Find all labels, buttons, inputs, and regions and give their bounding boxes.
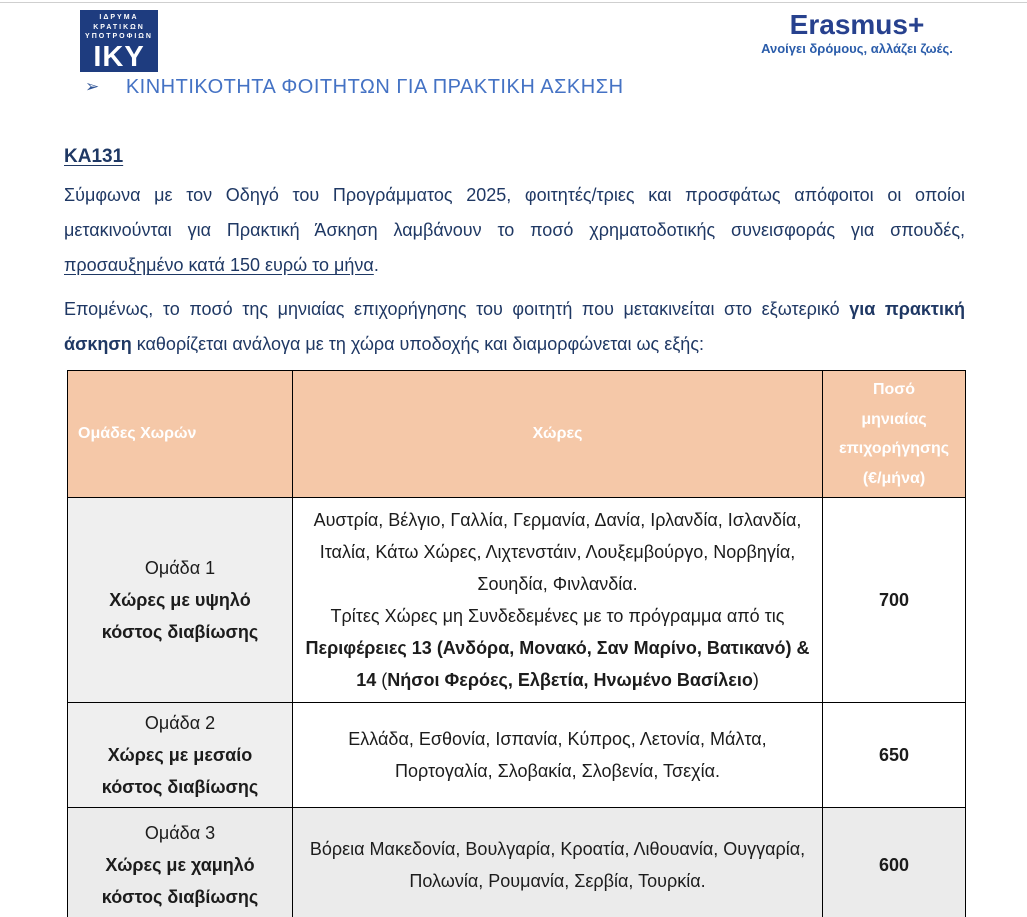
iky-logo-line3: ΥΠΟΤΡΟΦΙΩΝ: [85, 33, 153, 41]
grant-amounts-table: [67, 370, 966, 917]
iky-logo-line2: ΚΡΑΤΙΚΩΝ: [93, 23, 145, 31]
iky-logo-acronym: IKY: [93, 40, 145, 73]
group3-countries-cell: Βόρεια Μακεδονία, Βουλγαρία, Κροατία, Λιθουανία, Ουγγαρία, Πολωνία, Ρουμανία, Σερβία, Τουρκία.: [293, 808, 823, 917]
page-heading: [85, 76, 624, 99]
erasmus-logo: [757, 10, 957, 56]
iky-logo-line1: ΙΔΡΥΜΑ: [99, 14, 139, 22]
arrow-bullet-icon: ➢: [85, 77, 100, 96]
header-cell-countries: Χώρες: [293, 371, 823, 498]
group1-countries-cell: Αυστρία, Βέλγιο, Γαλλία, Γερμανία, Δανία, Ιρλανδία, Ισλανδία, Ιταλία, Κάτω Χώρες, Λιχτενστάιν, Λουξεμβούργο, Νορβηγία, Σουηδία, Φινλανδία. Τρίτες Χώρες μη Συνδεδεμένες με το πρόγραμμα από τις Περιφέρειες 13 (Ανδόρα, Μονακό, Σαν Μαρίνο, Βατικανό) & 14 (Νήσοι Φερόες, Ελβετία, Ηνωμένο Βασίλειο): [293, 498, 823, 703]
iky-logo: [80, 10, 158, 72]
paragraph-grant-intro: Επομένως, το ποσό της μηνιαίας επιχορήγησης του φοιτητή που μετακινείται στο εξωτερικό για πρακτική άσκηση καθορίζεται ανάλογα με τη χώρα υποδοχής και διαμορφώνεται ως εξής:: [64, 299, 965, 355]
group2-amount-cell: 650: [823, 703, 966, 808]
page-heading-text: ΚΙΝΗΤΙΚΟΤΗΤΑ ΦΟΙΤΗΤΩΝ ΓΙΑ ΠΡΑΚΤΙΚΗ ΑΣΚΗΣΗ: [125, 76, 624, 98]
header-cell-monthly-amount: Ποσό μηνιαίας επιχορήγησης (€/μήνα): [823, 371, 966, 498]
section-title-ka131: ΚΑ131: [64, 146, 124, 167]
table-row-group3: [68, 808, 966, 917]
group1-label-cell: Ομάδα 1 Χώρες με υψηλό κόστος διαβίωσης: [68, 498, 293, 703]
table-header-row: [68, 371, 966, 498]
table-row-group2: [68, 703, 966, 808]
group1-amount-cell: 700: [823, 498, 966, 703]
group3-label-cell: Ομάδα 3 Χώρες με χαμηλό κόστος διαβίωσης: [68, 808, 293, 917]
table-row-group1: [68, 498, 966, 703]
group3-amount-cell: 600: [823, 808, 966, 917]
header-cell-country-groups: Ομάδες Χωρών: [68, 371, 293, 498]
group2-label-cell: Ομάδα 2 Χώρες με μεσαίο κόστος διαβίωσης: [68, 703, 293, 808]
paragraph-funding-rule: Σύμφωνα με τον Οδηγό του Προγράμματος 2025, φοιτητές/τριες και προσφάτως απόφοιτοι οι οποίοι μετακινούνται για Πρακτική Άσκηση λαμβάνουν το ποσό χρηματοδοτικής συνεισφοράς για σπουδές, προσαυξημένο κατά 150 ευρώ το μήνα.: [64, 185, 965, 276]
erasmus-tagline: Ανοίγει δρόμους, αλλάζει ζωές.: [761, 41, 953, 57]
group2-countries-cell: Ελλάδα, Εσθονία, Ισπανία, Κύπρος, Λετονία, Μάλτα, Πορτογαλία, Σλοβακία, Σλοβενία, Τσεχία.: [293, 703, 823, 808]
page-top-divider: [0, 2, 1027, 3]
erasmus-wordmark: Erasmus+: [789, 9, 925, 40]
